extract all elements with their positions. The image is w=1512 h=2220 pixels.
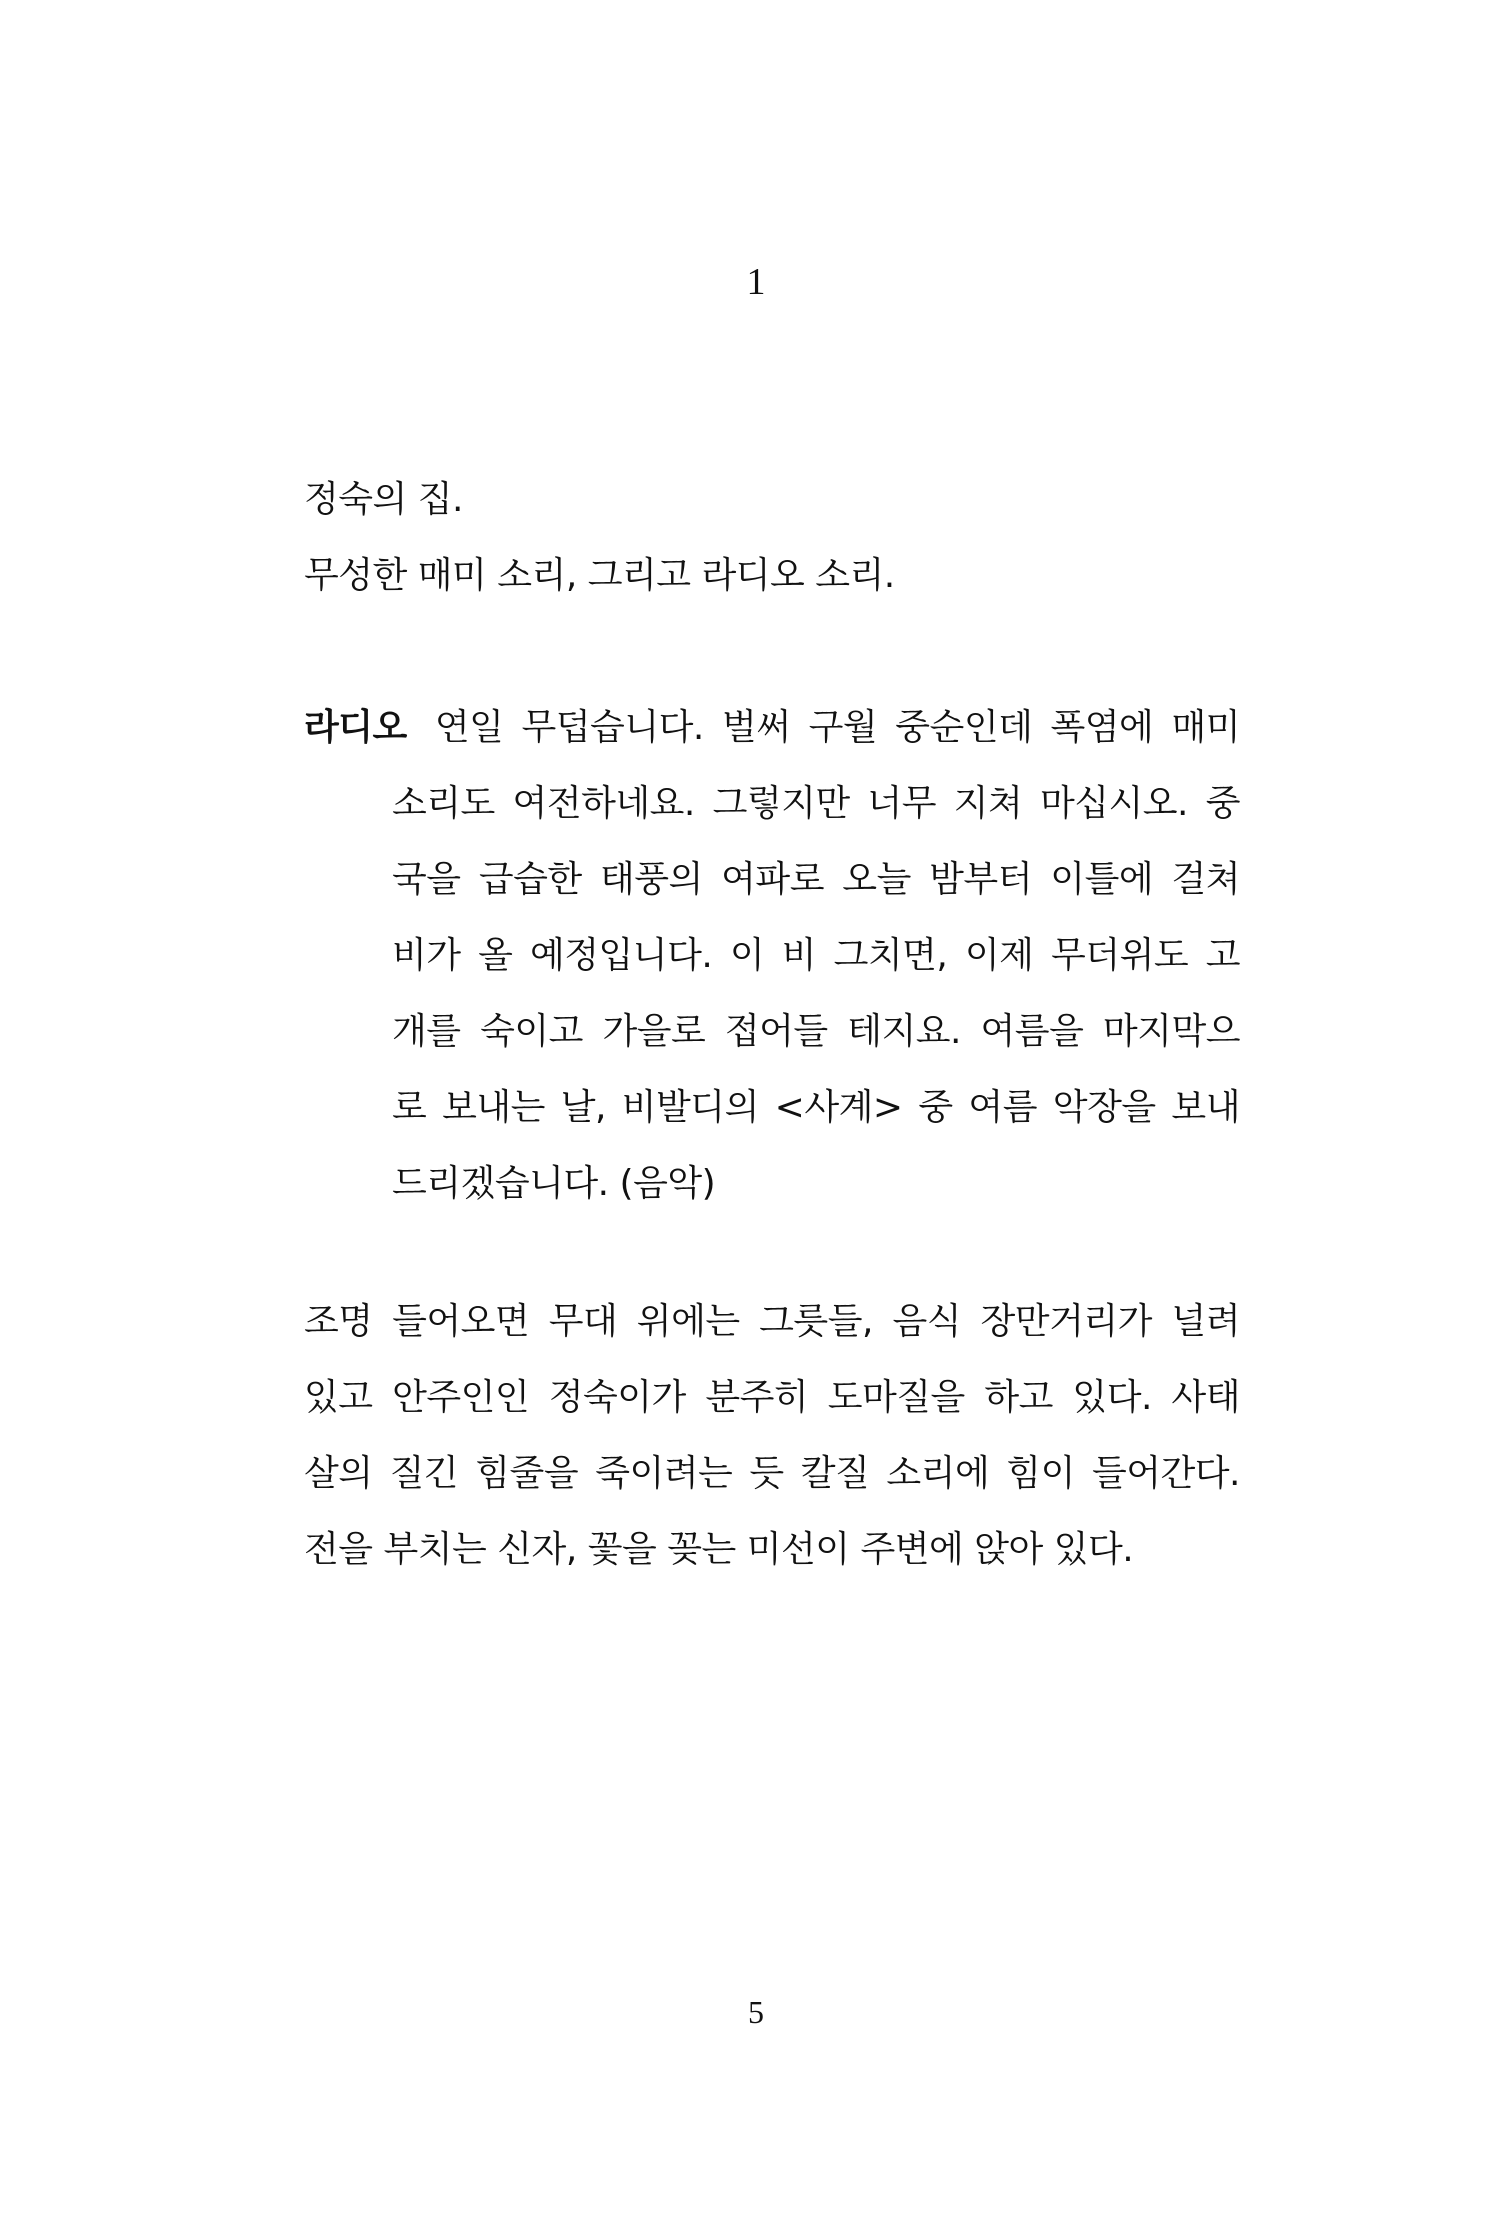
stage-direction-opening [304, 462, 1240, 614]
dialogue-block [304, 690, 1240, 1222]
dialogue-first-line [304, 690, 1240, 766]
stage-direction-line: 무성한 매미 소리, 그리고 라디오 소리. [304, 555, 895, 596]
dialogue-line: 로 보내는 날, 비발디의 <사계> 중 여름 악장을 보내 [392, 1087, 1240, 1128]
stage-direction-line: 살의 질긴 힘줄을 죽이려는 듯 칼질 소리에 힘이 들어간다. [304, 1453, 1240, 1494]
dialogue-line: 개를 숙이고 가을로 접어들 테지요. 여름을 마지막으 [392, 1011, 1240, 1052]
dialogue-line: 국을 급습한 태풍의 여파로 오늘 밤부터 이틀에 걸쳐 [392, 859, 1240, 900]
dialogue-line: 소리도 여전하네요. 그렇지만 너무 지쳐 마십시오. 중 [392, 783, 1240, 824]
speaker-name: 라디오 [304, 707, 407, 748]
page-number: 5 [748, 1994, 764, 2030]
stage-direction-line: 있고 안주인인 정숙이가 분주히 도마질을 하고 있다. 사태 [304, 1377, 1240, 1418]
dialogue-line: 드리겠습니다. (음악) [392, 1163, 716, 1204]
stage-direction-line: 조명 들어오면 무대 위에는 그릇들, 음식 장만거리가 널려 [304, 1301, 1240, 1342]
scene-number: 1 [746, 261, 766, 303]
stage-direction-line: 정숙의 집. [304, 479, 463, 520]
stage-direction-scene [304, 1284, 1240, 1588]
stage-direction-line: 전을 부치는 신자, 꽃을 꽂는 미선이 주변에 앉아 있다. [304, 1529, 1134, 1570]
dialogue-line: 비가 올 예정입니다. 이 비 그치면, 이제 무더위도 고 [392, 935, 1240, 976]
dialogue-line: 연일 무덥습니다. 벌써 구월 중순인데 폭염에 매미 [434, 707, 1240, 748]
